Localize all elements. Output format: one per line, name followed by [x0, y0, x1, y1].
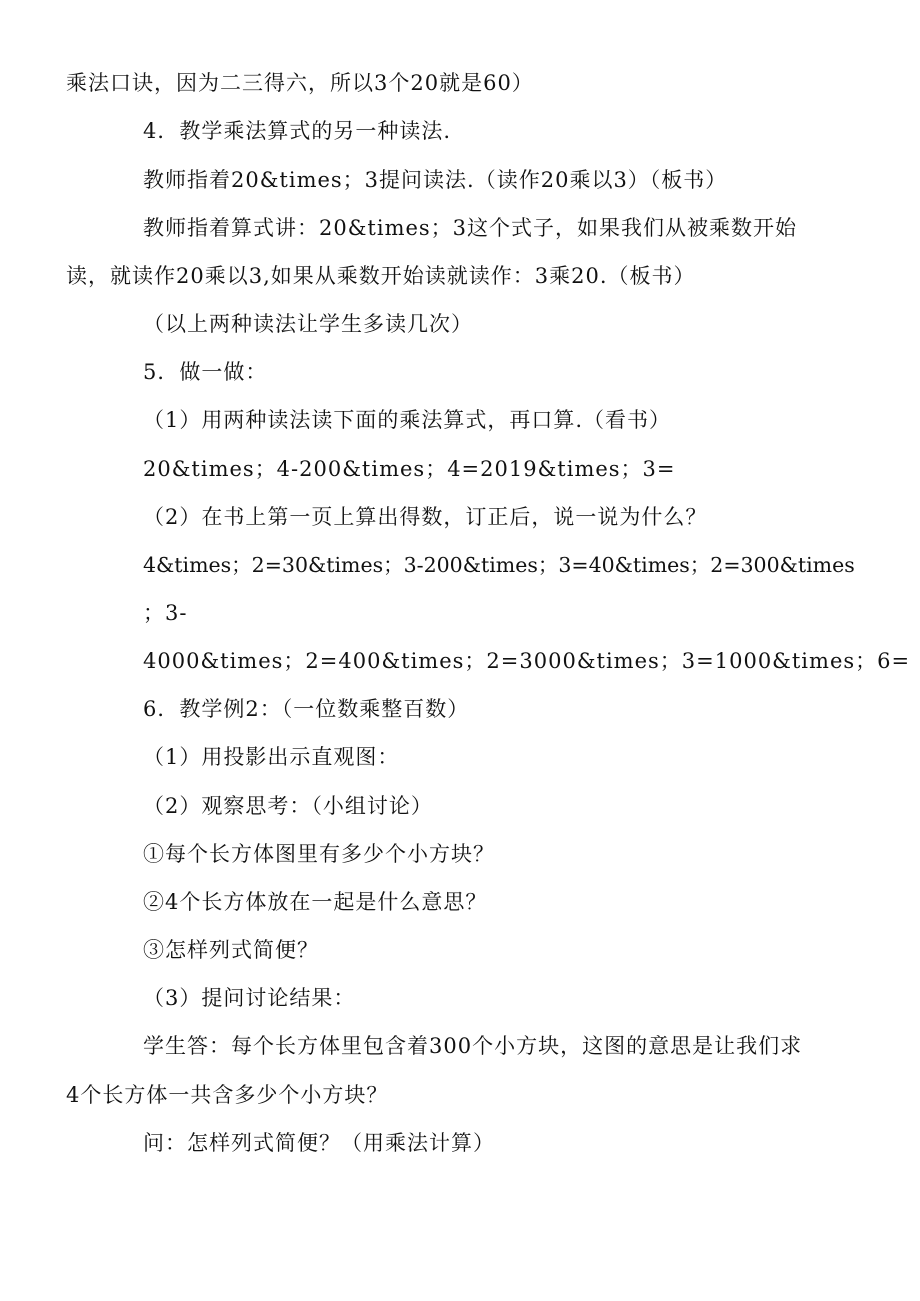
text-line: ；3- — [143, 601, 188, 625]
text-line: 教师指着算式讲：20&times；3这个式子，如果我们从被乘数开始 — [143, 216, 798, 240]
text-line: ②4个长方体放在一起是什么意思？ — [143, 890, 488, 914]
text-line: ①每个长方体图里有多少个小方块？ — [143, 842, 495, 866]
text-line: 4000&times；2=400&times；2=3000&times；3=1000&times；6= — [143, 649, 911, 673]
text-line: 学生答：每个长方体里包含着300个小方块，这图的意思是让我们求 — [143, 1034, 803, 1058]
text-line: 读，就读作20乘以3,如果从乘数开始读就读作：3乘20.（板书） — [66, 264, 696, 288]
text-line: 6．教学例2：（一位数乘整百数） — [143, 697, 470, 721]
text-line: 问：怎样列式简便？（用乘法计算） — [143, 1131, 495, 1155]
text-line: （1）用两种读法读下面的乘法算式，再口算.（看书） — [143, 408, 672, 432]
text-line: 乘法口诀，因为二三得六，所以3个20就是60） — [66, 71, 534, 95]
text-line: 20&times；4-200&times；4=2019&times；3= — [143, 457, 676, 481]
text-line: 教师指着20&times；3提问读法.（读作20乘以3）（板书） — [143, 168, 728, 192]
text-line: 4&times；2=30&times；3-200&times；3=40&times；2=300&times — [143, 553, 855, 577]
text-line: 4个长方体一共含多少个小方块？ — [66, 1083, 389, 1107]
text-line: 4．教学乘法算式的另一种读法. — [143, 119, 452, 143]
text-line: （1）用投影出示直观图： — [143, 745, 400, 769]
text-line: （2）在书上第一页上算出得数，订正后，说一说为什么？ — [143, 505, 708, 529]
text-line: 5．做一做： — [143, 360, 268, 384]
text-line: （2）观察思考：（小组讨论） — [143, 794, 433, 818]
text-line: ③怎样列式简便？ — [143, 938, 319, 962]
text-line: （3）提问讨论结果： — [143, 986, 356, 1010]
text-line: （以上两种读法让学生多读几次） — [143, 312, 473, 336]
